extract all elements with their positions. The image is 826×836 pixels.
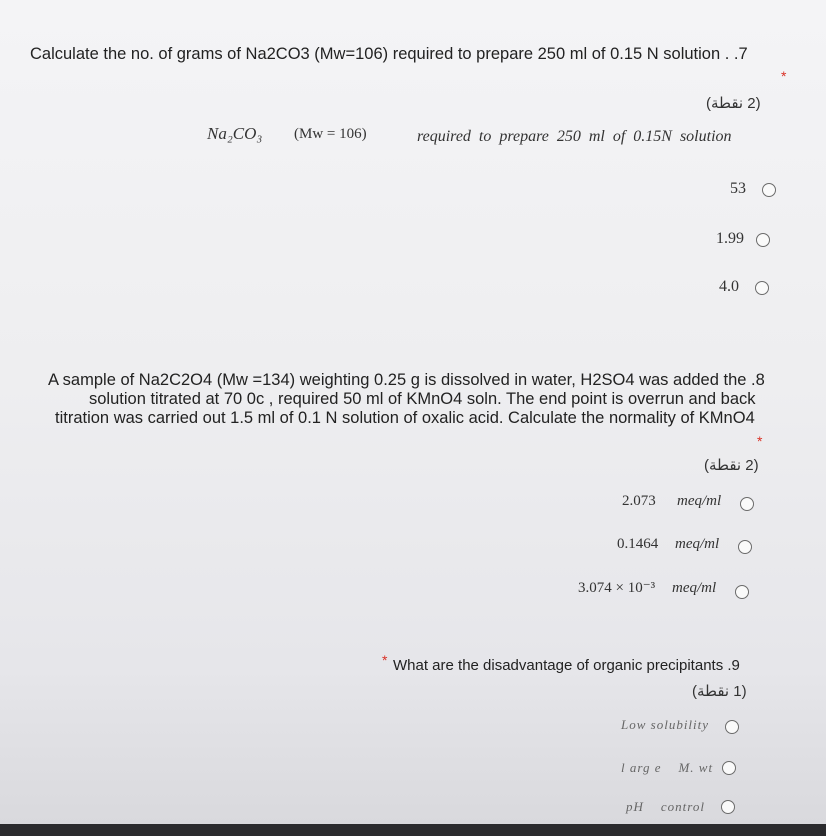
q7-formula-compound: Na₂CO₃	[207, 124, 263, 143]
q7-title: Calculate the no. of grams of Na2CO3 (Mw=106) required to prepare 250 ml of 0.15 N solution . .7	[30, 45, 748, 63]
q7-option-radio-2[interactable]	[756, 233, 770, 247]
q8-option-unit-2: meq/ml	[675, 536, 720, 552]
q9-option-label-3: pH control	[626, 799, 705, 814]
q7-points: (2 نقطة)	[706, 95, 761, 112]
q8-option-value-2: 0.1464	[617, 536, 659, 552]
q8-required-mark: *	[757, 433, 763, 449]
q7-option-radio-3[interactable]	[755, 281, 769, 295]
q9-option-label-1: Low solubility	[621, 717, 710, 732]
q8-text-line-1: A sample of Na2C2O4 (Mw =134) weighting 0.25 g is dissolved in water, H2SO4 was added the .8	[48, 371, 765, 389]
q9-option-label-2: l arg e M. wt	[621, 760, 714, 775]
q7-formula-mw: (Mw = 106)	[294, 126, 367, 142]
q8-option-radio-1[interactable]	[740, 497, 754, 511]
screen-bezel	[0, 824, 826, 836]
q7-required-mark: *	[781, 68, 787, 84]
q9-option-radio-2[interactable]	[722, 761, 736, 775]
q8-option-unit-1: meq/ml	[677, 493, 722, 509]
q8-option-radio-2[interactable]	[738, 540, 752, 554]
q7-option-label-3: 4.0	[719, 278, 739, 295]
q9-option-radio-3[interactable]	[721, 800, 735, 814]
q8-option-unit-3: meq/ml	[672, 580, 717, 596]
q8-text-line-3: titration was carried out 1.5 ml of 0.1 N solution of oxalic acid. Calculate the normality of KMnO4	[55, 409, 755, 427]
q8-option-value-1: 2.073	[622, 493, 656, 509]
q7-option-label-2: 1.99	[716, 230, 744, 247]
q8-option-value-3: 3.074 × 10⁻³	[578, 580, 656, 596]
q7-formula-text: required to prepare 250 ml of 0.15N solution	[417, 128, 732, 145]
q9-title: What are the disadvantage of organic precipitants .9	[393, 657, 740, 674]
q7-option-label-1: 53	[730, 180, 746, 197]
q9-points: (1 نقطة)	[692, 683, 747, 700]
q8-text-line-2: solution titrated at 70 0c , required 50 ml of KMnO4 soln. The end point is overrun and back	[89, 390, 756, 408]
q9-required-mark: *	[382, 652, 388, 668]
q8-option-radio-3[interactable]	[735, 585, 749, 599]
q8-points: (2 نقطة)	[704, 457, 759, 474]
q9-option-radio-1[interactable]	[725, 720, 739, 734]
q7-option-radio-1[interactable]	[762, 183, 776, 197]
